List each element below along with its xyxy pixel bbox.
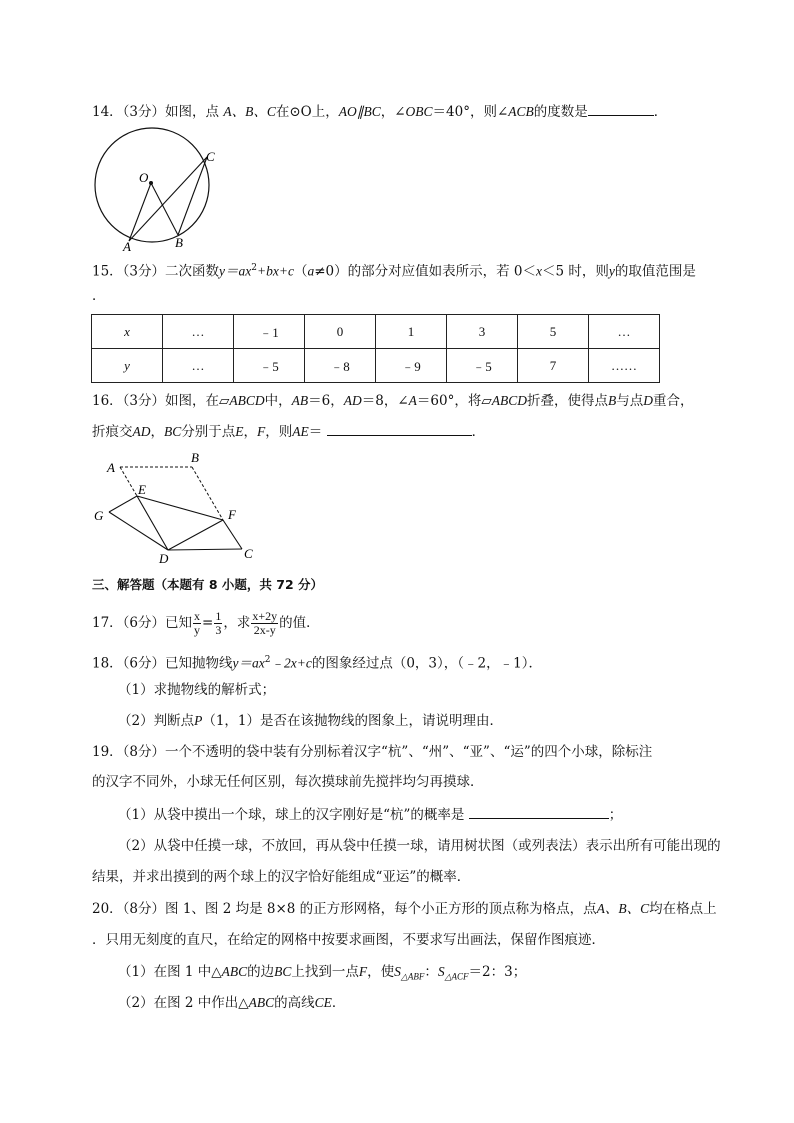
table-cell: ﹣5 — [234, 349, 305, 383]
q19-sub-2-line-2: 结果，并求出摸到的两个球上的汉字恰好能组成“亚运”的概率． — [92, 869, 471, 885]
q19-line-1: 19．（8分）一个不透明的袋中装有分别标着汉字“杭”、“州”、“亚”、“运”的四个小球，除标注 — [92, 744, 653, 760]
q16-label-b: B — [191, 450, 199, 465]
q16-label-d: D — [159, 551, 169, 566]
q16-line-1: 16．（3分）如图，在▱ABCD中，AB＝6，AD＝8，∠A＝60°，将▱ABCD折叠，使得点B与点D重合， — [92, 393, 694, 409]
q19-line-2: 的汉字不同外，小球无任何区别，每次摸球前先搅拌均匀再摸球． — [92, 774, 484, 790]
table-cell: 3 — [447, 315, 518, 349]
q14-label-a: A — [123, 239, 131, 252]
q16-label-g: G — [94, 508, 104, 523]
table-cell: … — [163, 349, 234, 383]
q20-sub-2: （2）在图 2 中作出△ABC的高线CE． — [118, 995, 346, 1011]
q18-line: 18．（6分）已知抛物线$y=ax^2﹣2x+c$的图象经过点（0，3），（﹣2，﹣1）． — [92, 655, 542, 672]
q16-label-a: A — [107, 460, 115, 475]
q19-sub-1: （1）从袋中摸出一个球，球上的汉字刚好是“杭”的概率是 ； — [118, 804, 622, 825]
q16-answer-blank[interactable] — [327, 421, 472, 436]
section-heading: 三、解答题（本题有 8 小题，共 72 分） — [92, 577, 324, 592]
table-cell: ﹣9 — [376, 349, 447, 383]
table-cell: 0 — [305, 315, 376, 349]
q18-sub-2: （2）判断点P（1，1）是否在该抛物线的图象上，请说明理由． — [118, 713, 504, 729]
q15-value-table — [91, 314, 660, 383]
fraction-expression: $\frac{x+2y}{2x-y}$ — [252, 609, 278, 637]
table-row — [92, 315, 660, 349]
q14-label-c: C — [206, 149, 215, 164]
q16-label-e: E — [138, 482, 146, 497]
q17-line: 17．（6分）已知 $\frac{x}{y}$ = $\frac{1}{3}$ ，求 $\frac{x+2y}{2x-y}$ 的值． — [92, 609, 320, 637]
table-cell: 7 — [518, 349, 589, 383]
q16-label-c: C — [244, 546, 253, 561]
table-row — [92, 349, 660, 383]
q14-line: 14．（3分）如图，点 A、B、C在⊙O上，AO∥BC，∠OBC＝40°，则∠ACB的度数是 ． — [92, 101, 667, 122]
table-cell: … — [589, 315, 660, 349]
fraction-one-third: $\frac{1}{3}$ — [215, 609, 222, 637]
q19-answer-blank[interactable] — [469, 804, 609, 819]
table-cell: …… — [589, 349, 660, 383]
q20-sub-1: （1）在图 1 中△ABC的边BC上找到一点F，使$S_{\triangle ABF}$：$S_{\triangle ACF}=2$：3； — [118, 964, 527, 982]
table-cell: x — [92, 315, 163, 349]
q14-label-b: B — [175, 235, 183, 250]
q20-line-1: 20．（8分）图 1、图 2 均是 8×8 的正方形网格，每个小正方形的顶点称为格点，点A、B、C均在格点上 — [92, 901, 717, 917]
table-cell: 1 — [376, 315, 447, 349]
fraction-x-over-y: $\frac{x}{y}$ — [194, 609, 201, 637]
table-cell: … — [163, 315, 234, 349]
q14-label-o: O — [139, 170, 149, 185]
q15-line-end: ． — [92, 288, 106, 304]
q16-label-f: F — [228, 507, 236, 522]
table-cell: ﹣1 — [234, 315, 305, 349]
q14-circle-figure — [88, 124, 228, 252]
q16-line-2: 折痕交AD，BC分别于点E，F，则AE＝ ． — [92, 421, 485, 442]
table-cell: y — [92, 349, 163, 383]
table-cell: ﹣8 — [305, 349, 376, 383]
table-cell: ﹣5 — [447, 349, 518, 383]
q19-sub-2-line-1: （2）从袋中任摸一球，不放回，再从袋中任摸一球，请用树状图（或列表法）表示出所有可能出现的 — [118, 838, 721, 854]
table-cell: 5 — [518, 315, 589, 349]
q16-parallelogram-figure — [90, 450, 265, 568]
q18-sub-1: （1）求抛物线的解析式； — [118, 682, 276, 698]
q20-line-2: ．只用无刻度的直尺，在给定的网格中按要求画图，不要求写出画法，保留作图痕迹． — [92, 932, 605, 948]
q14-answer-blank[interactable] — [588, 101, 654, 116]
q15-line: 15．（3分）二次函数$y=ax^2+bx+c(a\ne 0)$的部分对应值如表所示，若 0＜x＜5 时，则y的取值范围是 — [92, 263, 696, 280]
